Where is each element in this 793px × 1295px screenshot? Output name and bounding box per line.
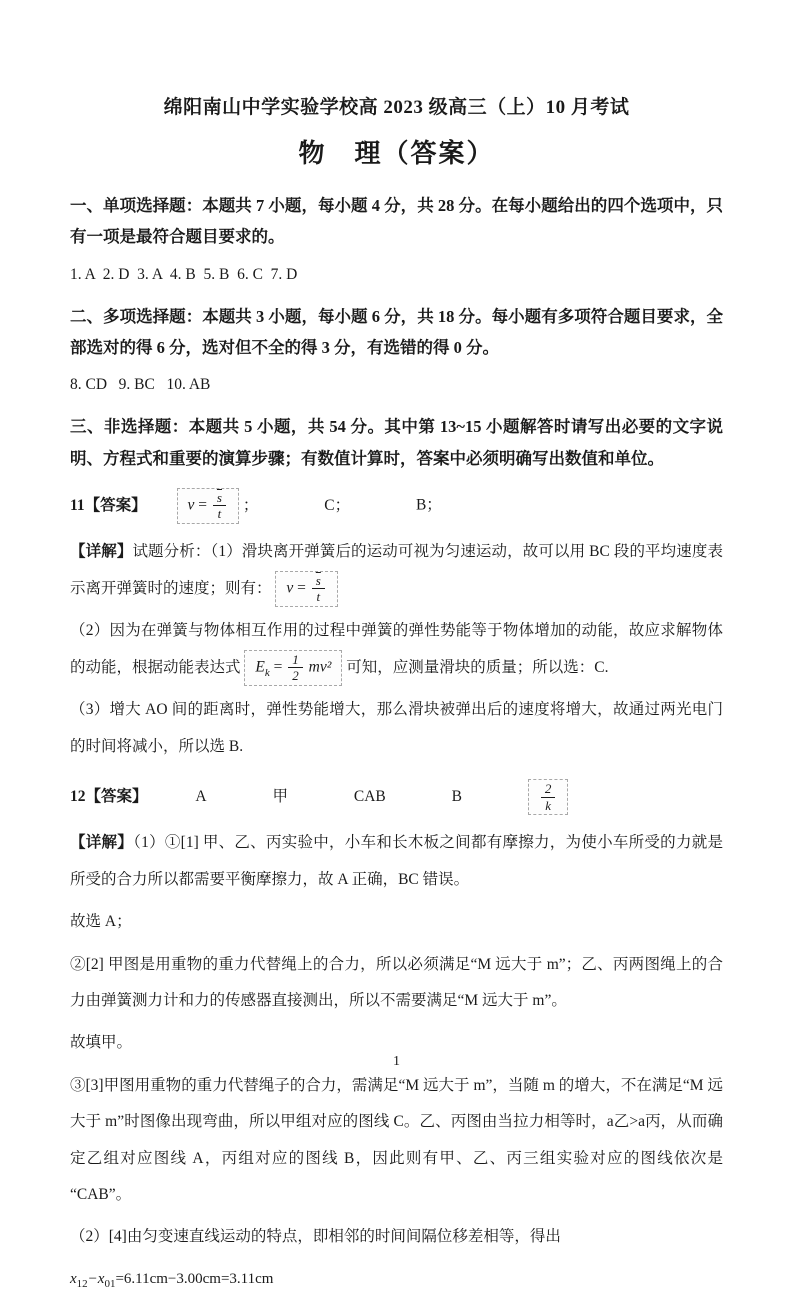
q11-detail-p1 (70, 534, 723, 607)
q11-detail-p3: （3）增大 AO 间的距离时，弹性势能增大，那么滑块被弹出后的速度将增大，故通过两光电门的时间将减小，所以选 B. (70, 701, 723, 755)
q11-detail-p1-text: 试题分析：（1）滑块离开弹簧后的运动可视为匀速运动，故可以用 BC 段的平均速度表示离开弹簧时的速度；则有： (70, 543, 723, 597)
fraction (312, 574, 325, 604)
fraction-denominator: t (217, 506, 222, 522)
formula-equals: = (273, 658, 283, 676)
fraction (213, 491, 226, 521)
q11-answer-line (70, 488, 723, 524)
section1-heading: 一、单项选择题：本题共 7 小题，每小题 4 分，共 28 分。在每小题给出的四个选项中，只有一项是最符合题目要求的。 (70, 196, 723, 247)
q11-detail-label: 【详解】 (70, 543, 133, 561)
q12-fraction-answer (528, 779, 569, 815)
q12-label: 12【答案】 (70, 787, 148, 805)
fraction (541, 782, 556, 812)
formula-lhs: v (286, 579, 294, 597)
exam-title: 绵阳南山中学实验学校高 2023 级高三（上）10 月考试 (163, 97, 630, 118)
q12-answer-3: CAB (353, 787, 386, 805)
q12-answer-2: 甲 (272, 787, 288, 805)
formula-tail: mv² (308, 658, 332, 676)
q11-answer-3: B； (415, 496, 442, 514)
q11-velocity-formula (177, 488, 239, 524)
section3-heading: 三、非选择题：本题共 5 小题，共 54 分。其中第 13~15 小题解答时请写出必要的文字说明、方程式和重要的演算步骤；有数值计算时，答案中必须明确写出数值和单位。 (70, 417, 723, 468)
q12-detail-label: 【详解】 (70, 834, 134, 852)
section2-answers: 8. CD 9. BC 10. AB (70, 376, 211, 394)
q11-answer-2: C； (324, 496, 351, 514)
q12-answer-line (70, 779, 723, 815)
q12-detail-p6: （2）[4]由匀变速直线运动的特点，即相邻的时间间隔位移差相等，得出 (70, 1228, 561, 1246)
formula-sub1: 12 (76, 1277, 88, 1290)
q11-separator: ； (242, 496, 259, 514)
fraction-numerator: 2 (541, 782, 556, 798)
formula-result: =6.11cm−3.00cm=3.11cm (115, 1270, 274, 1287)
fraction-denominator: t (316, 589, 321, 605)
fraction (288, 653, 303, 683)
fraction-numerator: $\overline{s}$ (312, 574, 325, 590)
q12-answer-4: B (451, 787, 462, 805)
page-number: 1 (393, 1054, 400, 1069)
section1-answers: 1. A 2. D 3. A 4. B 5. B 6. C 7. D (70, 265, 298, 283)
q11-detail-p2 (70, 613, 723, 686)
q11-detail-p2-text-after: 可知，应测量滑块的质量；所以选：C. (346, 658, 609, 676)
q12-detail-p3: ②[2] 甲图是用重物的重力代替绳上的合力，所以必须满足“M 远大于 m”；乙、丙两图绳上的合力由弹簧测力计和力的传感器直接测出，所以不需要满足“M 远大于 m”。 (70, 955, 723, 1009)
subject-title: 物 理（答案） (298, 139, 495, 168)
fraction-denominator: k (545, 797, 551, 813)
q12-detail-p4: 故填甲。 (70, 1034, 133, 1052)
formula-subscript: k (264, 666, 270, 679)
displacement-difference-formula (70, 1266, 723, 1295)
section2-heading: 二、多项选择题：本题共 3 小题，每小题 6 分，共 18 分。每小题有多项符合题目要求，全部选对的得 6 分，选对但不全的得 3 分，有选错的得 0 分。 (70, 306, 723, 357)
q11-label: 11【答案】 (70, 496, 147, 514)
q12-detail-p1-text: （1）①[1] 甲、乙、丙实验中，小车和长木板之间都有摩擦力，为使小车所受的力就是所受的合力所以都需要平衡摩擦力，故 A 正确，BC 错误。 (70, 834, 723, 888)
q12-detail-p2: 故选 A； (70, 913, 132, 931)
formula-sub2: 01 (104, 1277, 116, 1290)
fraction-numerator: $\overline{s}$ (213, 491, 226, 507)
q11-velocity-formula-inline (275, 571, 337, 607)
formula-x1: x (70, 1270, 77, 1287)
formula-equals: = (297, 579, 306, 597)
fraction-denominator: 2 (292, 668, 299, 684)
q12-detail-p5: ③[3]甲图用重物的重力代替绳子的合力，需满足“M 远大于 m”，当随 m 的增大，不在满足“M 远大于 m”时图像出现弯曲，所以甲组对应的图线 C。乙、丙图由当拉力相等时，a乙>a丙，从而确定乙组对应图线 A，丙组对应的图线 B，因此则有甲、乙、丙三组实验对应的图线依次是 “CAB”。 (70, 1076, 723, 1204)
q12-answer-1: A (195, 787, 207, 805)
fraction-numerator: 1 (288, 653, 303, 669)
kinetic-energy-formula (244, 650, 342, 686)
formula-lhs: v (187, 496, 195, 514)
formula-mid: −x (87, 1270, 105, 1287)
q12-detail-p1 (70, 825, 723, 898)
formula-base: E (255, 658, 265, 676)
q11-detail-p2-text-before: （2）因为在弹簧与物体相互作用的过程中弹簧的弹性势能等于物体增加的动能，故应求解物体的动能，根据动能表达式 (70, 622, 723, 676)
formula-equals: = (198, 496, 208, 514)
